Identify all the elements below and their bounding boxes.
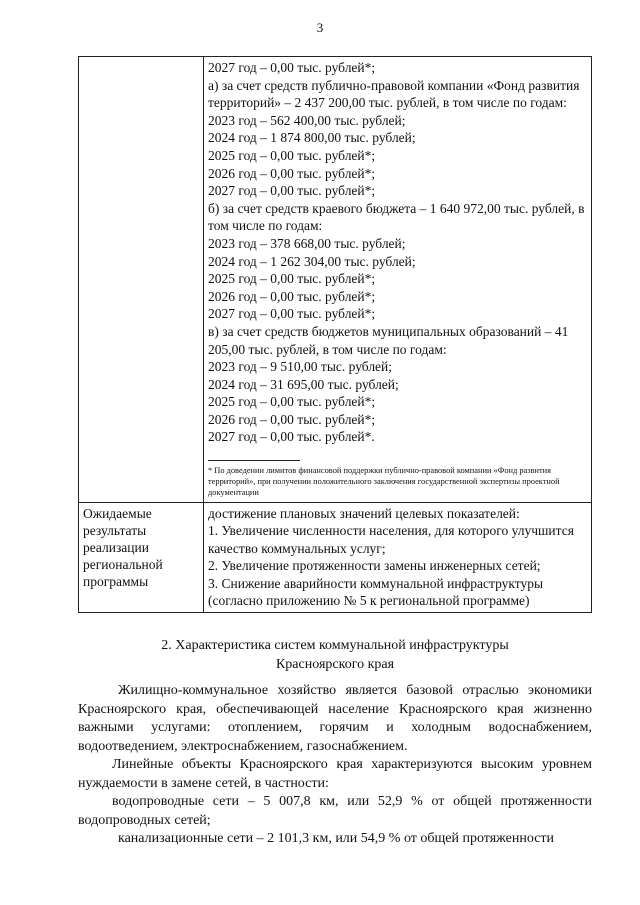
program-passport-table (78, 56, 592, 613)
funding-line: в) за счет средств бюджетов муниципальных образований – 41 205,00 тыс. рублей, в том числе по годам: (208, 323, 569, 357)
paragraph: водопроводные сети – 5 007,8 км, или 52,9 % от общей протяженности водопроводных сетей; (78, 794, 592, 828)
funding-line: 2024 год – 1 262 304,00 тыс. рублей; (208, 253, 416, 269)
funding-row (79, 57, 592, 503)
funding-line: 2026 год – 0,00 тыс. рублей*; (208, 411, 376, 427)
funding-line: 2027 год – 0,00 тыс. рублей*. (208, 429, 375, 445)
section-title-line: 2. Характеристика систем коммунальной инфраструктуры (161, 638, 509, 653)
funding-line: 2024 год – 31 695,00 тыс. рублей; (208, 376, 399, 392)
funding-line: 2025 год – 0,00 тыс. рублей*; (208, 147, 376, 163)
funding-line: 2023 год – 562 400,00 тыс. рублей; (208, 112, 406, 128)
result-item: достижение плановых значений целевых показателей: (208, 506, 520, 522)
funding-line: 2025 год – 0,00 тыс. рублей*; (208, 271, 376, 287)
section-title-line: Красноярского края (275, 657, 395, 672)
funding-line: 2026 год – 0,00 тыс. рублей*; (208, 165, 376, 181)
result-item: 3. Снижение аварийности коммунальной инфраструктуры (согласно приложению № 5 к региональной программе) (208, 575, 544, 609)
funding-line: 2023 год – 378 668,00 тыс. рублей; (208, 235, 406, 251)
footnote-divider (208, 460, 300, 461)
paragraph: канализационные сети – 2 101,3 км, или 54,9 % от общей протяженности (118, 831, 555, 846)
result-item: 2. Увеличение протяженности замены инженерных сетей; (208, 558, 541, 574)
paragraph: Линейные объекты Красноярского края характеризуются высоким уровнем нуждаемости в замене сетей, в частности: (78, 757, 592, 791)
funding-content-cell (204, 57, 592, 503)
funding-line: 2025 год – 0,00 тыс. рублей*; (208, 394, 376, 410)
funding-line: 2027 год – 0,00 тыс. рублей*; (208, 60, 376, 75)
section-title (78, 636, 592, 674)
paragraph: Жилищно-коммунальное хозяйство является базовой отраслью экономики Красноярского края, обеспечивающей население Красноярского края жизненно важными услугами: отоплением, горячим и холодным водоснабжением, водоотведением, электроснабжением, газоснабжением. (78, 683, 592, 754)
funding-line: а) за счет средств публично-правовой компании «Фонд развития территорий» – 2 437 200,00 тыс. рублей, в том числе по годам: (208, 77, 580, 111)
footnote: * По доведении лимитов финансовой поддержки публично-правовой компании «Фонд развития территорий», при получении положительного заключения государственной экспертизы проектной документации (208, 466, 560, 498)
results-row (79, 503, 592, 612)
funding-line: 2024 год – 1 874 800,00 тыс. рублей; (208, 130, 416, 146)
funding-label-cell (79, 57, 204, 503)
page-number: 3 (316, 20, 324, 35)
funding-line: б) за счет средств краевого бюджета – 1 640 972,00 тыс. рублей, в том числе по годам: (208, 200, 585, 234)
results-content-cell (204, 503, 592, 612)
funding-line: 2023 год – 9 510,00 тыс. рублей; (208, 359, 393, 375)
funding-line: 2026 год – 0,00 тыс. рублей*; (208, 288, 376, 304)
body-text (78, 682, 592, 849)
funding-line: 2027 год – 0,00 тыс. рублей*; (208, 183, 376, 199)
results-label: Ожидаемые результаты реализации региональной программы (79, 503, 204, 612)
funding-line: 2027 год – 0,00 тыс. рублей*; (208, 306, 376, 322)
result-item: 1. Увеличение численности населения, для которого улучшится качество коммунальных услуг; (208, 523, 574, 556)
